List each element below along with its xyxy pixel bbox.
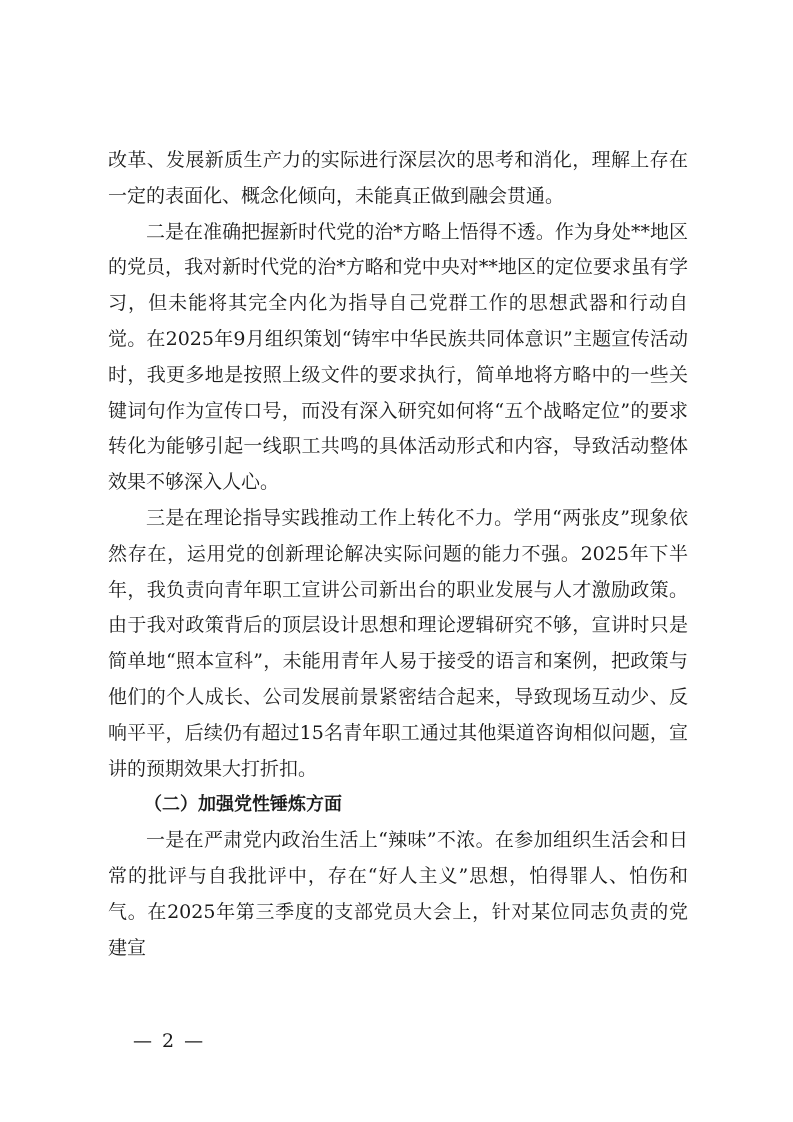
body-text (108, 143, 688, 966)
paragraph-point-two: 二是在准确把握新时代党的治*方略上悟得不透。作为身处**地区的党员，我对新时代党的治*方略和党中央对**地区的定位要求虽有学习，但未能将其完全内化为指导自己党群工作的思想武器和行动自觉。在2025年9月组织策划“铸牢中华民族共同体意识”主题宣传活动时，我更多地是按照上级文件的要求执行，简单地将方略中的一些关键词句作为宣传口号，而没有深入研究如何将“五个战略定位”的要求转化为能够引起一线职工共鸣的具体活动形式和内容，导致活动整体效果不够深入人心。 (108, 220, 688, 494)
paragraph-continuation: 改革、发展新质生产力的实际进行深层次的思考和消化，理解上存在一定的表面化、概念化倾向，未能真正做到融会贯通。 (108, 149, 688, 207)
paragraph-point-three: 三是在理论指导实践推动工作上转化不力。学用“两张皮”现象依然存在，运用党的创新理论解决实际问题的能力不强。2025年下半年，我负责向青年职工宣讲公司新出台的职业发展与人才激励政策。由于我对政策背后的顶层设计思想和理论逻辑研究不够，宣讲时只是简单地“照本宣科”，未能用青年人易于接受的语言和案例，把政策与他们的个人成长、公司发展前景紧密结合起来，导致现场互动少、反响平平，后续仍有超过15名青年职工通过其他渠道咨询相似问题，宣讲的预期效果大打折扣。 (108, 506, 688, 780)
paragraph-point-one: 一是在严肃党内政治生活上“辣味”不浓。在参加组织生活会和日常的批评与自我批评中，存在“好人主义”思想，怕得罪人、怕伤和气。在2025年第三季度的支部党员大会上，针对某位同志负责的党建宣 (108, 829, 688, 959)
page-number: — 2 — (133, 1030, 206, 1052)
section-heading: （二）加强党性锤炼方面 (144, 794, 342, 816)
